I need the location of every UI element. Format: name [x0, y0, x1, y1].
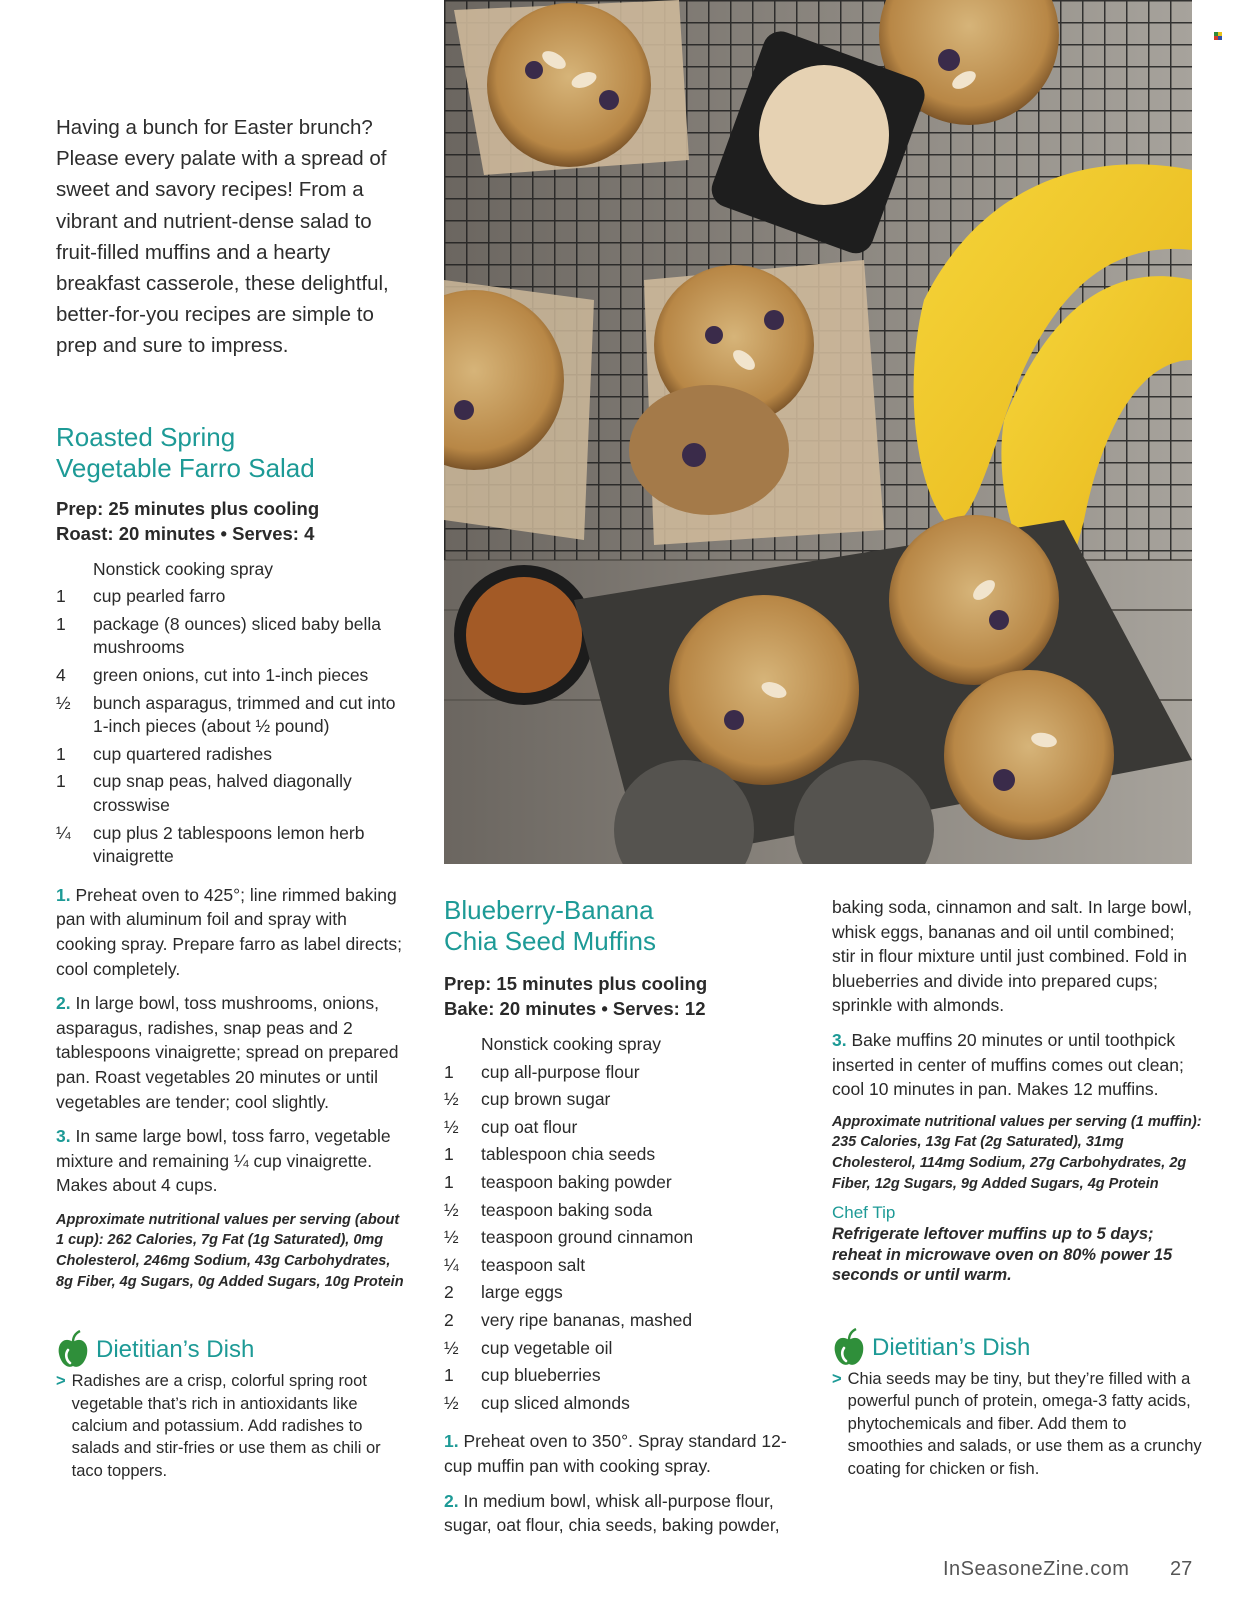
step-paragraph — [56, 883, 406, 981]
ingredient-text: cup pearled farro — [93, 586, 226, 607]
ingredient-qty: ¼ — [444, 1254, 459, 1275]
ingredient-row — [444, 1061, 804, 1085]
ingredient-text: teaspoon salt — [481, 1254, 586, 1275]
ingredient-qty: 1 — [56, 771, 66, 792]
step-number: 1. — [56, 884, 71, 905]
ingredient-qty: ½ — [444, 1337, 459, 1358]
ingredient-qty: ½ — [444, 1089, 459, 1110]
recipe1-prep — [56, 496, 406, 546]
step-text: Preheat oven to 350°. Spray standard 12-cup muffin pan with cooking spray. — [444, 1431, 787, 1476]
step-number: 2. — [444, 1490, 459, 1511]
recipe1-dietitian-body — [56, 1370, 406, 1482]
ingredient-text: cup vegetable oil — [481, 1337, 613, 1358]
ingredient-text: bunch asparagus, trimmed and cut into 1-inch pieces (about ½ pound) — [93, 692, 396, 737]
recipe1-title-line2: Vegetable Farro Salad — [56, 452, 315, 483]
step-number: 1. — [444, 1431, 459, 1452]
ingredient-qty — [56, 558, 93, 582]
ingredient-qty: 1 — [444, 1144, 454, 1165]
recipe1-title — [56, 422, 406, 484]
ingredient-text: Nonstick cooking spray — [481, 1034, 661, 1054]
recipe1-prep-line2: Roast: 20 minutes • Serves: 4 — [56, 522, 315, 544]
chevron-right-icon: > — [832, 1369, 842, 1388]
step-paragraph — [56, 1124, 406, 1198]
ingredient-row — [444, 1226, 804, 1250]
ingredient-qty — [444, 1033, 481, 1057]
step-paragraph — [56, 991, 406, 1114]
recipe2-prep-line2: Bake: 20 minutes • Serves: 12 — [444, 998, 706, 1019]
ingredient-row — [56, 558, 406, 582]
ingredient-row — [56, 743, 406, 767]
ingredient-text: cup snap peas, halved diagonally crosswise — [93, 771, 352, 815]
ingredient-row — [56, 692, 406, 739]
step-text: In same large bowl, toss farro, vegetable mixture and remaining ¼ cup vinaigrette. Makes about 4 cups. — [56, 1126, 391, 1196]
ingredient-row — [444, 1254, 804, 1278]
ingredient-row — [444, 1281, 804, 1305]
ingredient-row — [444, 1199, 804, 1223]
ingredient-row — [444, 1116, 804, 1140]
ingredient-text: cup sliced almonds — [481, 1392, 630, 1413]
page-number: 27 — [1170, 1558, 1193, 1580]
ingredient-qty: 2 — [444, 1309, 454, 1330]
ingredient-row — [56, 770, 406, 817]
recipe2-step3-text: Bake muffins 20 minutes or until toothpick inserted in center of muffins comes out clean; cool 10 minutes in pan. Makes 12 muffins. — [832, 1029, 1184, 1100]
ingredient-text: teaspoon ground cinnamon — [481, 1227, 694, 1248]
ingredient-row — [444, 1171, 804, 1195]
ingredient-text: green onions, cut into 1-inch pieces — [93, 665, 369, 685]
recipe2-steps — [444, 1429, 804, 1537]
step-number: 3. — [56, 1126, 71, 1147]
recipe2-step3-number: 3. — [832, 1029, 847, 1050]
ingredient-text: cup blueberries — [481, 1365, 601, 1386]
middle-column — [444, 895, 804, 1548]
ingredient-qty: 1 — [56, 743, 66, 764]
recipe1-dietitian-header — [56, 1330, 406, 1370]
step-paragraph — [444, 1429, 804, 1478]
chef-tip-title: Chef Tip — [832, 1203, 896, 1223]
recipe1-prep-line1: Prep: 25 minutes plus cooling — [56, 497, 320, 519]
ingredient-text: teaspoon baking powder — [481, 1171, 672, 1192]
ingredient-row — [56, 613, 406, 660]
chef-tip-text: Refrigerate leftover muffins up to 5 days; reheat in microwave oven on 80% power 15 seconds or until warm. — [832, 1225, 1173, 1285]
muffins-photo-illustration — [444, 0, 1192, 864]
corner-color-mark — [1214, 32, 1222, 40]
ingredient-row — [444, 1143, 804, 1167]
ingredient-qty: 2 — [444, 1282, 454, 1303]
recipe1-nutrition: Approximate nutritional values per serving (about 1 cup): 262 Calories, 7g Fat (1g Saturated), 0mg Cholesterol, 246mg Sodium, 43g Carbohydrates, 8g Fiber, 4g Sugars, 0g Added Sugars, 10g Protein — [56, 1211, 404, 1290]
ingredient-text: cup oat flour — [481, 1116, 578, 1137]
muffins-photo — [444, 0, 1192, 864]
ingredient-text: cup all-purpose flour — [481, 1061, 640, 1082]
step-text: In medium bowl, whisk all-purpose flour, sugar, oat flour, chia seeds, baking powder, — [444, 1490, 780, 1536]
ingredient-text: Nonstick cooking spray — [93, 558, 273, 579]
ingredient-row — [444, 1033, 804, 1057]
recipe1-steps — [56, 883, 406, 1198]
ingredient-row — [444, 1309, 804, 1333]
apple-leaf-icon — [56, 1330, 90, 1370]
ingredient-text: large eggs — [481, 1282, 563, 1303]
ingredient-row — [444, 1364, 804, 1388]
ingredient-text: very ripe bananas, mashed — [481, 1309, 693, 1330]
recipe1-title-line1: Roasted Spring — [56, 421, 236, 452]
ingredient-qty: ½ — [444, 1116, 459, 1137]
step-number: 2. — [56, 993, 71, 1014]
right-column — [832, 895, 1202, 1480]
recipe2-dietitian-text: Chia seeds may be tiny, but they’re filled with a powerful punch of protein, omega-3 fatty acids, phytochemicals and fiber. Add them to smoothies and salads, or use them as a crunchy coating for chicken or fish. — [847, 1369, 1202, 1478]
recipe1-dietitian-title: Dietitian’s Dish — [96, 1336, 255, 1364]
chevron-right-icon: > — [56, 1372, 66, 1391]
step-text: Preheat oven to 425°; line rimmed baking pan with aluminum foil and spray with cooking spray. Prepare farro as label directs; cool completely. — [56, 884, 402, 979]
ingredient-row — [444, 1088, 804, 1112]
ingredient-qty: 1 — [444, 1171, 454, 1192]
recipe1-ingredients — [56, 558, 406, 869]
ingredient-qty: ¼ — [56, 822, 71, 843]
recipe2-dietitian-body — [832, 1368, 1202, 1480]
ingredient-text: tablespoon chia seeds — [481, 1144, 656, 1165]
ingredient-qty: 1 — [56, 613, 66, 634]
ingredient-row — [444, 1392, 804, 1416]
recipe2-nutrition: Approximate nutritional values per serving (1 muffin): 235 Calories, 13g Fat (2g Saturated), 31mg Cholesterol, 114mg Sodium, 27g Carbohydrates, 2g Fiber, 12g Sugars, 9g Added Sugars, 4g Protein — [832, 1113, 1202, 1192]
recipe2-title-line1: Blueberry-Banana — [444, 895, 654, 925]
footer-website: InSeasoneZine.com — [943, 1558, 1130, 1580]
ingredient-row — [444, 1337, 804, 1361]
ingredient-qty: 1 — [444, 1365, 454, 1386]
ingredient-qty: ½ — [56, 692, 71, 713]
ingredient-qty: 1 — [56, 586, 66, 607]
recipe2-step2-continued: baking soda, cinnamon and salt. In large bowl, whisk eggs, bananas and oil until combined; stir in flour mixture until just combined. Fold in blueberries and divide into prepared cups; sprinkle with almonds. — [832, 897, 1192, 1016]
ingredient-qty: ½ — [444, 1392, 459, 1413]
ingredient-text: cup plus 2 tablespoons lemon herb vinaigrette — [93, 822, 365, 867]
recipe2-ingredients — [444, 1033, 804, 1415]
recipe2-dietitian-header — [832, 1328, 1202, 1368]
ingredient-text: cup quartered radishes — [93, 743, 272, 764]
step-paragraph — [444, 1489, 804, 1538]
recipe2-step3 — [832, 1028, 1202, 1102]
ingredient-qty: ½ — [444, 1227, 459, 1248]
ingredient-qty: ½ — [444, 1199, 459, 1220]
step-text: In large bowl, toss mushrooms, onions, asparagus, radishes, snap peas and 2 tablespoons vinaigrette; spread on prepared pan. Roast vegetables 20 minutes or until vegetables are tender; cool slightly. — [56, 993, 399, 1112]
intro-paragraph: Having a bunch for Easter brunch? Please every palate with a spread of sweet and savory recipes! From a vibrant and nutrient-dense salad to fruit-filled muffins and a hearty breakfast casserole, these delightful, better-for-you recipes are simple to prep and sure to impress. — [56, 116, 389, 358]
ingredient-text: cup brown sugar — [481, 1089, 611, 1110]
ingredient-text: package (8 ounces) sliced baby bella mushrooms — [93, 613, 381, 658]
recipe2-prep-line1: Prep: 15 minutes plus cooling — [444, 973, 708, 994]
ingredient-text: teaspoon baking soda — [481, 1199, 653, 1220]
recipe2-dietitian-title: Dietitian’s Dish — [872, 1333, 1031, 1361]
recipe1-dietitian-text: Radishes are a crisp, colorful spring root vegetable that’s rich in antioxidants like calcium and potassium. Add radishes to salads and stir-fries or use them as chili or taco toppers. — [71, 1372, 381, 1480]
ingredient-row — [56, 822, 406, 869]
ingredient-qty: 1 — [444, 1061, 454, 1082]
apple-leaf-icon — [832, 1328, 866, 1368]
ingredient-row — [56, 664, 406, 688]
left-column — [56, 112, 406, 1482]
ingredient-row — [56, 585, 406, 609]
recipe2-title — [444, 895, 804, 957]
ingredient-qty: 4 — [56, 665, 66, 685]
recipe2-prep — [444, 971, 804, 1021]
recipe2-title-line2: Chia Seed Muffins — [444, 926, 656, 956]
